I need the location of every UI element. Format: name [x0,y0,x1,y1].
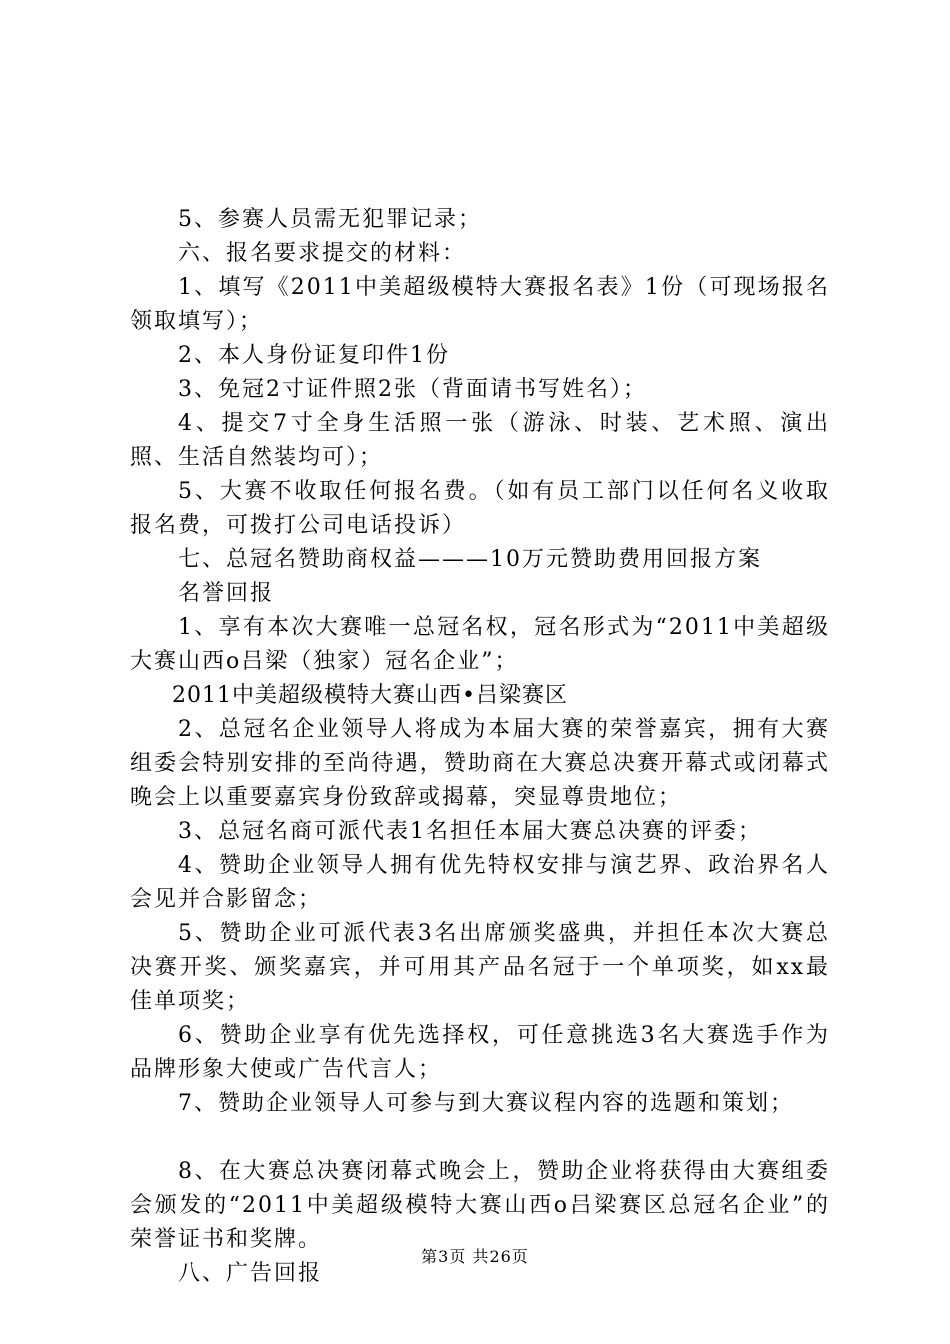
paragraph-judge: 3、总冠名商可派代表1名担任本届大赛总决赛的评委； [178,819,762,844]
heading-advertising-rewards: 八、广告回报 [178,1261,323,1286]
blank-line [130,1121,830,1155]
paragraph-id-photos: 3、免冠2寸证件照2张（背面请书写姓名）； [178,377,647,402]
paragraph-agenda-planning: 7、赞助企业领导人可参与到大赛议程内容的选题和策划； [178,1091,794,1116]
paragraph-no-fee: 5、大赛不收取任何报名费。（如有员工部门以任何名义收取报名费，可拨打公司电话投诉） [130,479,830,538]
paragraph-naming-rights: 1、享有本次大赛唯一总冠名权，冠名形式为“2011中美超级大赛山西o吕梁（独家）冠名企业”； [130,615,830,674]
paragraph-division-name: 2011中美超级模特大赛山西•吕梁赛区 [172,683,568,708]
paragraph-honored-guest: 2、总冠名企业领导人将成为本届大赛的荣誉嘉宾，拥有大赛组委会特别安排的至尚待遇，赞助商在大赛总决赛开幕式或闭幕式晚会上以重要嘉宾身份致辞或揭幕，突显尊贵地位； [130,717,830,810]
paragraph-ambassador-choice: 6、赞助企业享有优先选择权，可任意挑选3名大赛选手作为品牌形象大使或广告代言人； [130,1023,830,1082]
paragraph-celebrity-meeting: 4、赞助企业领导人拥有优先特权安排与演艺界、政治界名人会见并合影留念； [130,853,830,912]
paragraph-criminal-record: 5、参赛人员需无犯罪记录； [178,207,482,232]
paragraph-award-ceremony: 5、赞助企业可派代表3名出席颁奖盛典，并担任本次大赛总决赛开奖、颁奖嘉宾，并可用其产品名冠于一个单项奖，如xx最佳单项奖； [130,921,830,1014]
paragraph-full-body-photo: 4、提交7寸全身生活照一张（游泳、时装、艺术照、演出照、生活自然装均可）； [130,411,830,470]
paragraph-honor-certificate: 8、在大赛总决赛闭幕式晚会上，赞助企业将获得由大赛组委会颁发的“2011中美超级模特大赛山西o吕梁赛区总冠名企业”的荣誉证书和奖牌。 [130,1159,830,1252]
paragraph-id-copy: 2、本人身份证复印件1份 [178,343,450,368]
paragraph-registration-form: 1、填写《2011中美超级模特大赛报名表》1份（可现场报名领取填写）； [130,275,830,334]
heading-required-materials: 六、报名要求提交的材料： [178,241,467,266]
page-number-footer: 第3页 共26页 [421,1247,529,1266]
document-body [130,203,830,1291]
heading-honor-rewards: 名誉回报 [178,581,275,606]
heading-title-sponsor-rights: 七、总冠名赞助商权益———10万元赞助费用回报方案 [178,547,762,572]
